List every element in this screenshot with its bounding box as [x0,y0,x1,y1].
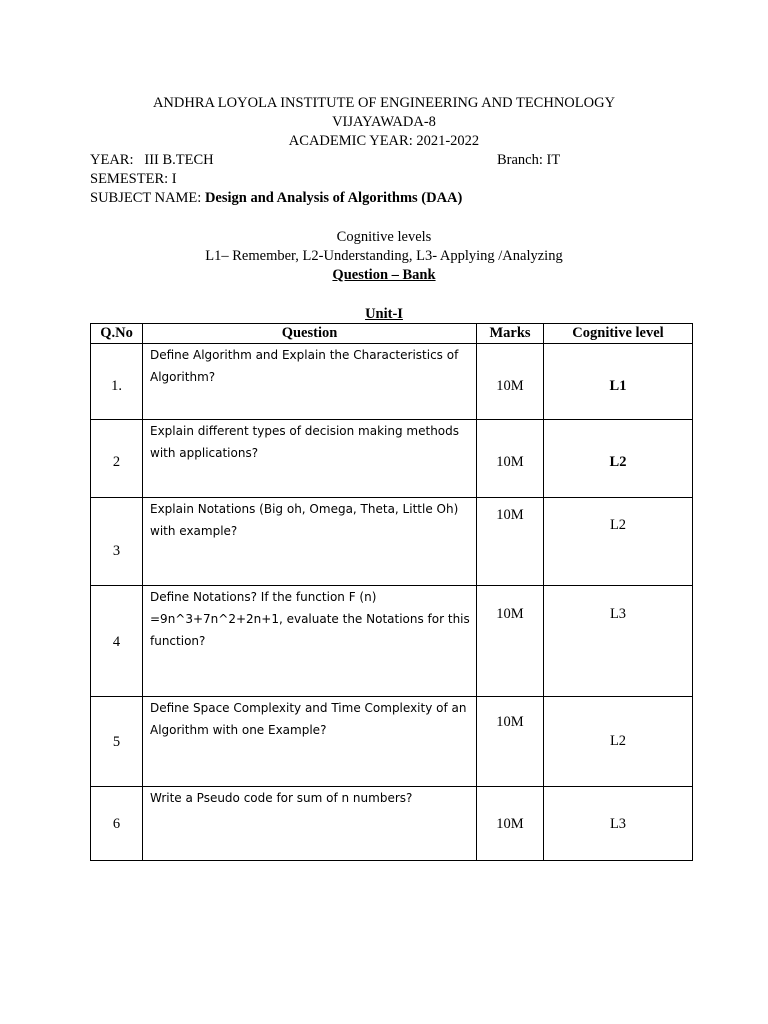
row-qno: 1. [91,344,143,420]
question-table [90,323,693,861]
row-marks: 10M [477,787,544,861]
branch: Branch: IT [497,152,561,168]
semester: SEMESTER: I [90,171,177,187]
row-qno: 5 [91,697,143,787]
row-marks: 10M [477,697,544,787]
row-question: Define Algorithm and Explain the Characteristics of Algorithm? [143,344,477,420]
row-qno: 2 [91,420,143,498]
row-level: L1 [544,344,693,420]
table-row [91,586,693,697]
row-question: Write a Pseudo code for sum of n numbers? [143,787,477,861]
institute-city: VIJAYAWADA-8 [332,114,436,130]
header-level: Cognitive level [544,324,693,344]
question-bank-title [0,266,768,284]
cognitive-title: Cognitive levels [336,229,432,245]
row-marks: 10M [477,498,544,586]
unit-title-text: Unit-I [365,306,403,322]
unit-title [0,305,768,323]
table-row [91,697,693,787]
row-marks: 10M [477,420,544,498]
year-line [90,151,214,169]
subject-line [90,189,462,207]
header-qno: Q.No [91,324,143,344]
row-question: Define Space Complexity and Time Complexity of an Algorithm with one Example? [143,697,477,787]
question-bank-text: Question – Bank [332,267,436,283]
row-level: L2 [544,498,693,586]
subject-value: Design and Analysis of Algorithms (DAA) [204,190,463,206]
row-marks: 10M [477,344,544,420]
table-row [91,420,693,498]
row-level: L3 [544,586,693,697]
table-row [91,787,693,861]
row-qno: 4 [91,586,143,697]
header-marks: Marks [477,324,544,344]
cognitive-levels: L1– Remember, L2-Understanding, L3- Applying /Analyzing [205,248,563,264]
row-qno: 6 [91,787,143,861]
row-question: Explain Notations (Big oh, Omega, Theta, Little Oh) with example? [143,498,477,586]
header-question: Question [143,324,477,344]
row-level: L3 [544,787,693,861]
row-marks: 10M [477,586,544,697]
row-qno: 3 [91,498,143,586]
year-label: YEAR: [90,152,134,168]
year-value: III B.TECH [144,152,214,168]
row-question: Explain different types of decision making methods with applications? [143,420,477,498]
academic-year: ACADEMIC YEAR: 2021-2022 [288,133,480,149]
institute-name: ANDHRA LOYOLA INSTITUTE OF ENGINEERING AND TECHNOLOGY [152,95,616,111]
table-row [91,498,693,586]
row-level: L2 [544,420,693,498]
table-header-row [91,324,693,344]
subject-label: SUBJECT NAME: [90,190,202,206]
row-level: L2 [544,697,693,787]
row-question: Define Notations? If the function F (n) =9n^3+7n^2+2n+1, evaluate the Notations for this function? [143,586,477,697]
table-row [91,344,693,420]
